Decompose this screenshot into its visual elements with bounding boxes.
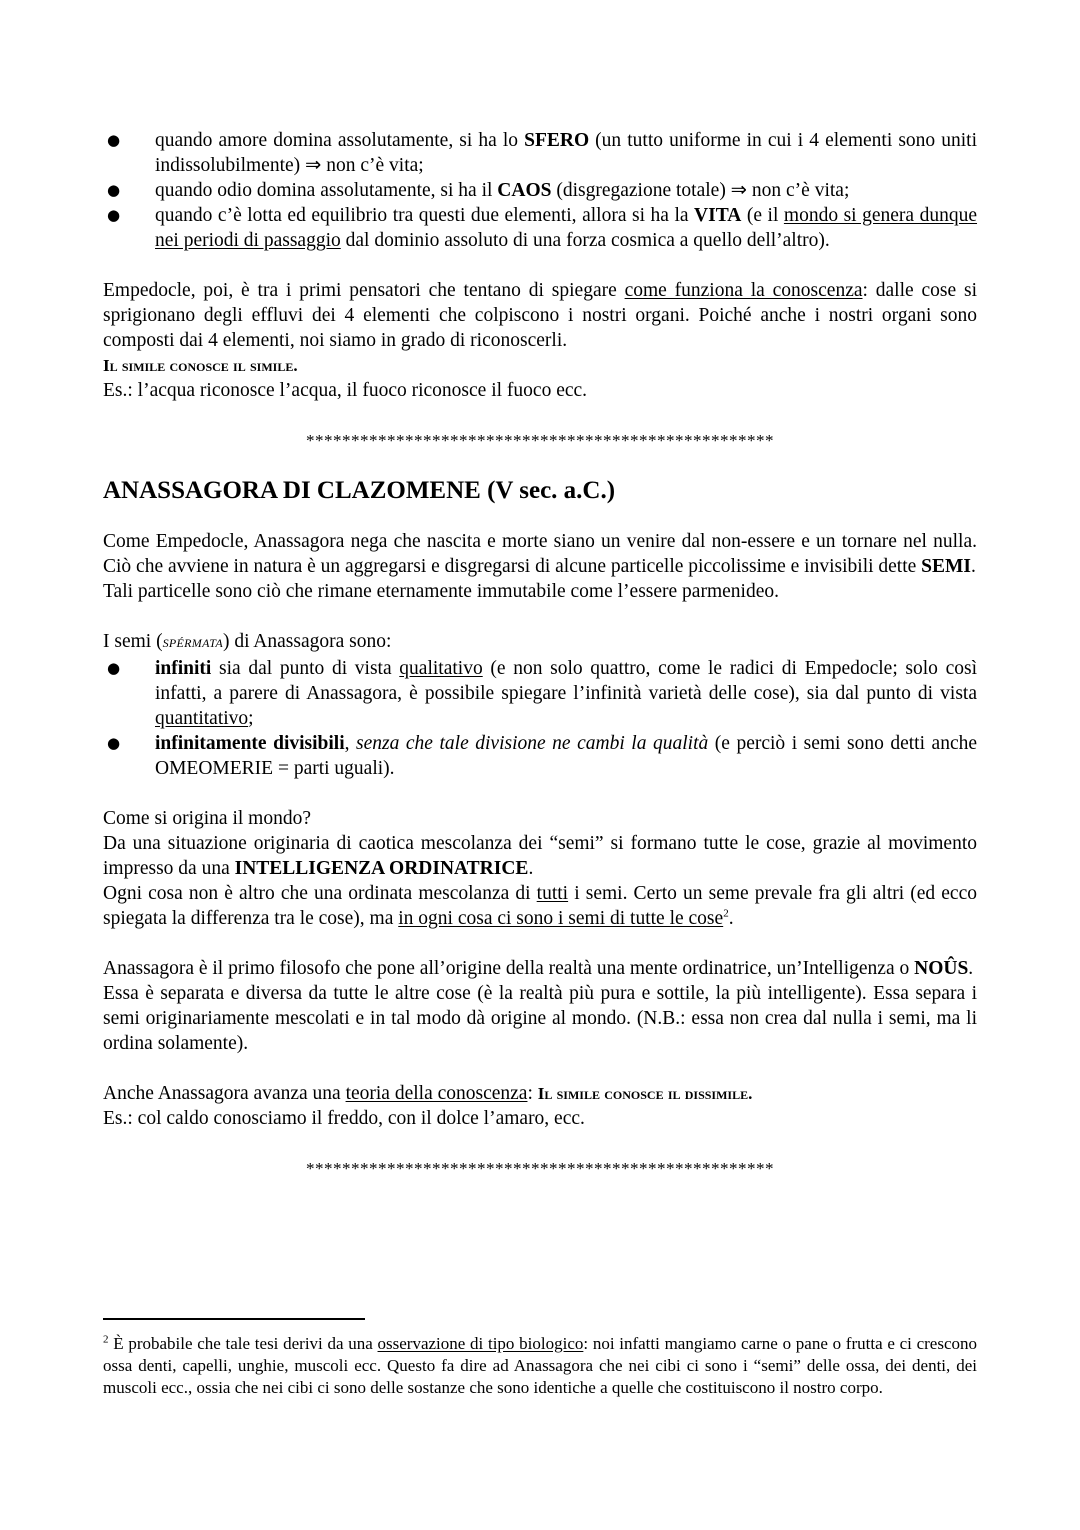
- theory-paragraph: Anche Anassagora avanza una teoria della conoscenza: Il simile conosce il dissimile.: [103, 1083, 753, 1104]
- example-line: Es.: col caldo conosciamo il freddo, con il dolce l’amaro, ecc.: [103, 1108, 585, 1129]
- intro-paragraph-2: Tali particelle sono ciò che rimane eternamente immutabile come l’essere parmenideo.: [103, 581, 779, 602]
- footnote: $^2$ È probabile che tale tesi derivi da una osservazione di tipo biologico: noi infatti mangiamo carne o pane o frutta e ci crescono ossa denti, capelli, unghie, muscoli ecc. Questo fa dire ad Anassagora che nei cibi ci sono i “semi” delle ossa, dei denti, dei muscoli ecc., ossia che nei cibi ci sono delle sostanze che sono identiche a quelle che costituiscono il nostro corpo.: [103, 1333, 978, 1397]
- bullet-icon: ●: [107, 734, 121, 752]
- document-page: [103, 128, 977, 1181]
- empedocle-cycle-list: [103, 128, 977, 253]
- nous-paragraph: Anassagora è il primo filosofo che pone all’origine della realtà una mente ordinatrice, un’Intelligenza o NOÛS.: [103, 958, 974, 979]
- essa-paragraph: Essa è separata e diversa da tutte le altre cose (è la realtà più pura e sottile, la più intelligente). Essa separa i semi originariamente mescolati e in tal modo dà origine al mondo. (N.B.: essa non crea dal nulla i semi, ma li ordina solamente).: [103, 983, 977, 1054]
- bullet-icon: ●: [107, 206, 121, 224]
- intro-paragraph: Come Empedocle, Anassagora nega che nascita e morte siano un venire dal non-essere e un tornare nel nulla. Ciò che avviene in natura è un aggregarsi e disgregarsi di alcune particelle piccolissime e invisibili dette SEMI.: [103, 531, 977, 577]
- origin-question: Come si origina il mondo?: [103, 808, 311, 829]
- example-line: Es.: l’acqua riconosce l’acqua, il fuoco riconosce il fuoco ecc.: [103, 380, 588, 401]
- mixture-paragraph: Ogni cosa non è altro che una ordinata mescolanza di tutti i semi. Certo un seme prevale fra gli altri (ed ecco spiegata la differenza tra le cose), ma in ogni cosa ci sono i semi di tutte le cose$^2$.: [103, 883, 977, 929]
- list-item: ● quando odio domina assolutamente, si ha il CAOS (disgregazione totale) ⇒ non c’è vita;: [107, 180, 850, 201]
- principle-simile: Il simile conosce il simile.: [103, 356, 298, 375]
- bullet-icon: ●: [107, 181, 121, 199]
- footnote-divider: [103, 1318, 365, 1320]
- bullet-icon: ●: [107, 659, 121, 677]
- semi-list: [103, 656, 977, 781]
- separator: ****************************************************: [306, 1159, 774, 1178]
- knowledge-paragraph: Empedocle, poi, è tra i primi pensatori che tentano di spiegare come funziona la conoscenza: dalle cose si sprigionano degli effluvi dei 4 elementi che colpiscono i nostri organi. Poiché anche i nostri organi sono composti dai 4 elementi, noi siamo in grado di riconoscerli.: [103, 280, 978, 351]
- semi-intro: I semi (SPÉRMATA) di Anassagora sono:: [103, 631, 392, 652]
- list-item: ● quando c’è lotta ed equilibrio tra questi due elementi, allora si ha la VITA (e il mondo si genera dunque nei periodi di passaggio dal dominio assoluto di una forza cosmica a quello dell’altro).: [107, 205, 978, 251]
- origin-paragraph: Da una situazione originaria di caotica mescolanza dei “semi” si formano tutte le cose, grazie al movimento impresso da una INTELLIGENZA ORDINATRICE.: [103, 833, 977, 879]
- section-title: ANASSAGORA DI CLAZOMENE (V sec. a.C.): [103, 477, 616, 504]
- bullet-icon: ●: [107, 131, 121, 149]
- footnote-ref[interactable]: 2: [723, 907, 729, 920]
- separator: ****************************************************: [306, 431, 774, 450]
- list-item: ● infinitamente divisibili, senza che tale divisione ne cambi la qualità (e perciò i semi sono detti anche OMEOMERIE = parti uguali).: [107, 733, 978, 779]
- list-item: ● infiniti sia dal punto di vista qualitativo (e non solo quattro, come le radici di Empedocle; solo così infatti, a parere di Anassagora, è possibile spiegare l’infinità varietà delle cose), sia dal punto di vista quantitativo;: [107, 658, 978, 729]
- list-item: ● quando amore domina assolutamente, si ha lo SFERO (un tutto uniforme in cui i 4 elementi sono uniti indissolubilmente) ⇒ non c’è vita;: [107, 130, 977, 176]
